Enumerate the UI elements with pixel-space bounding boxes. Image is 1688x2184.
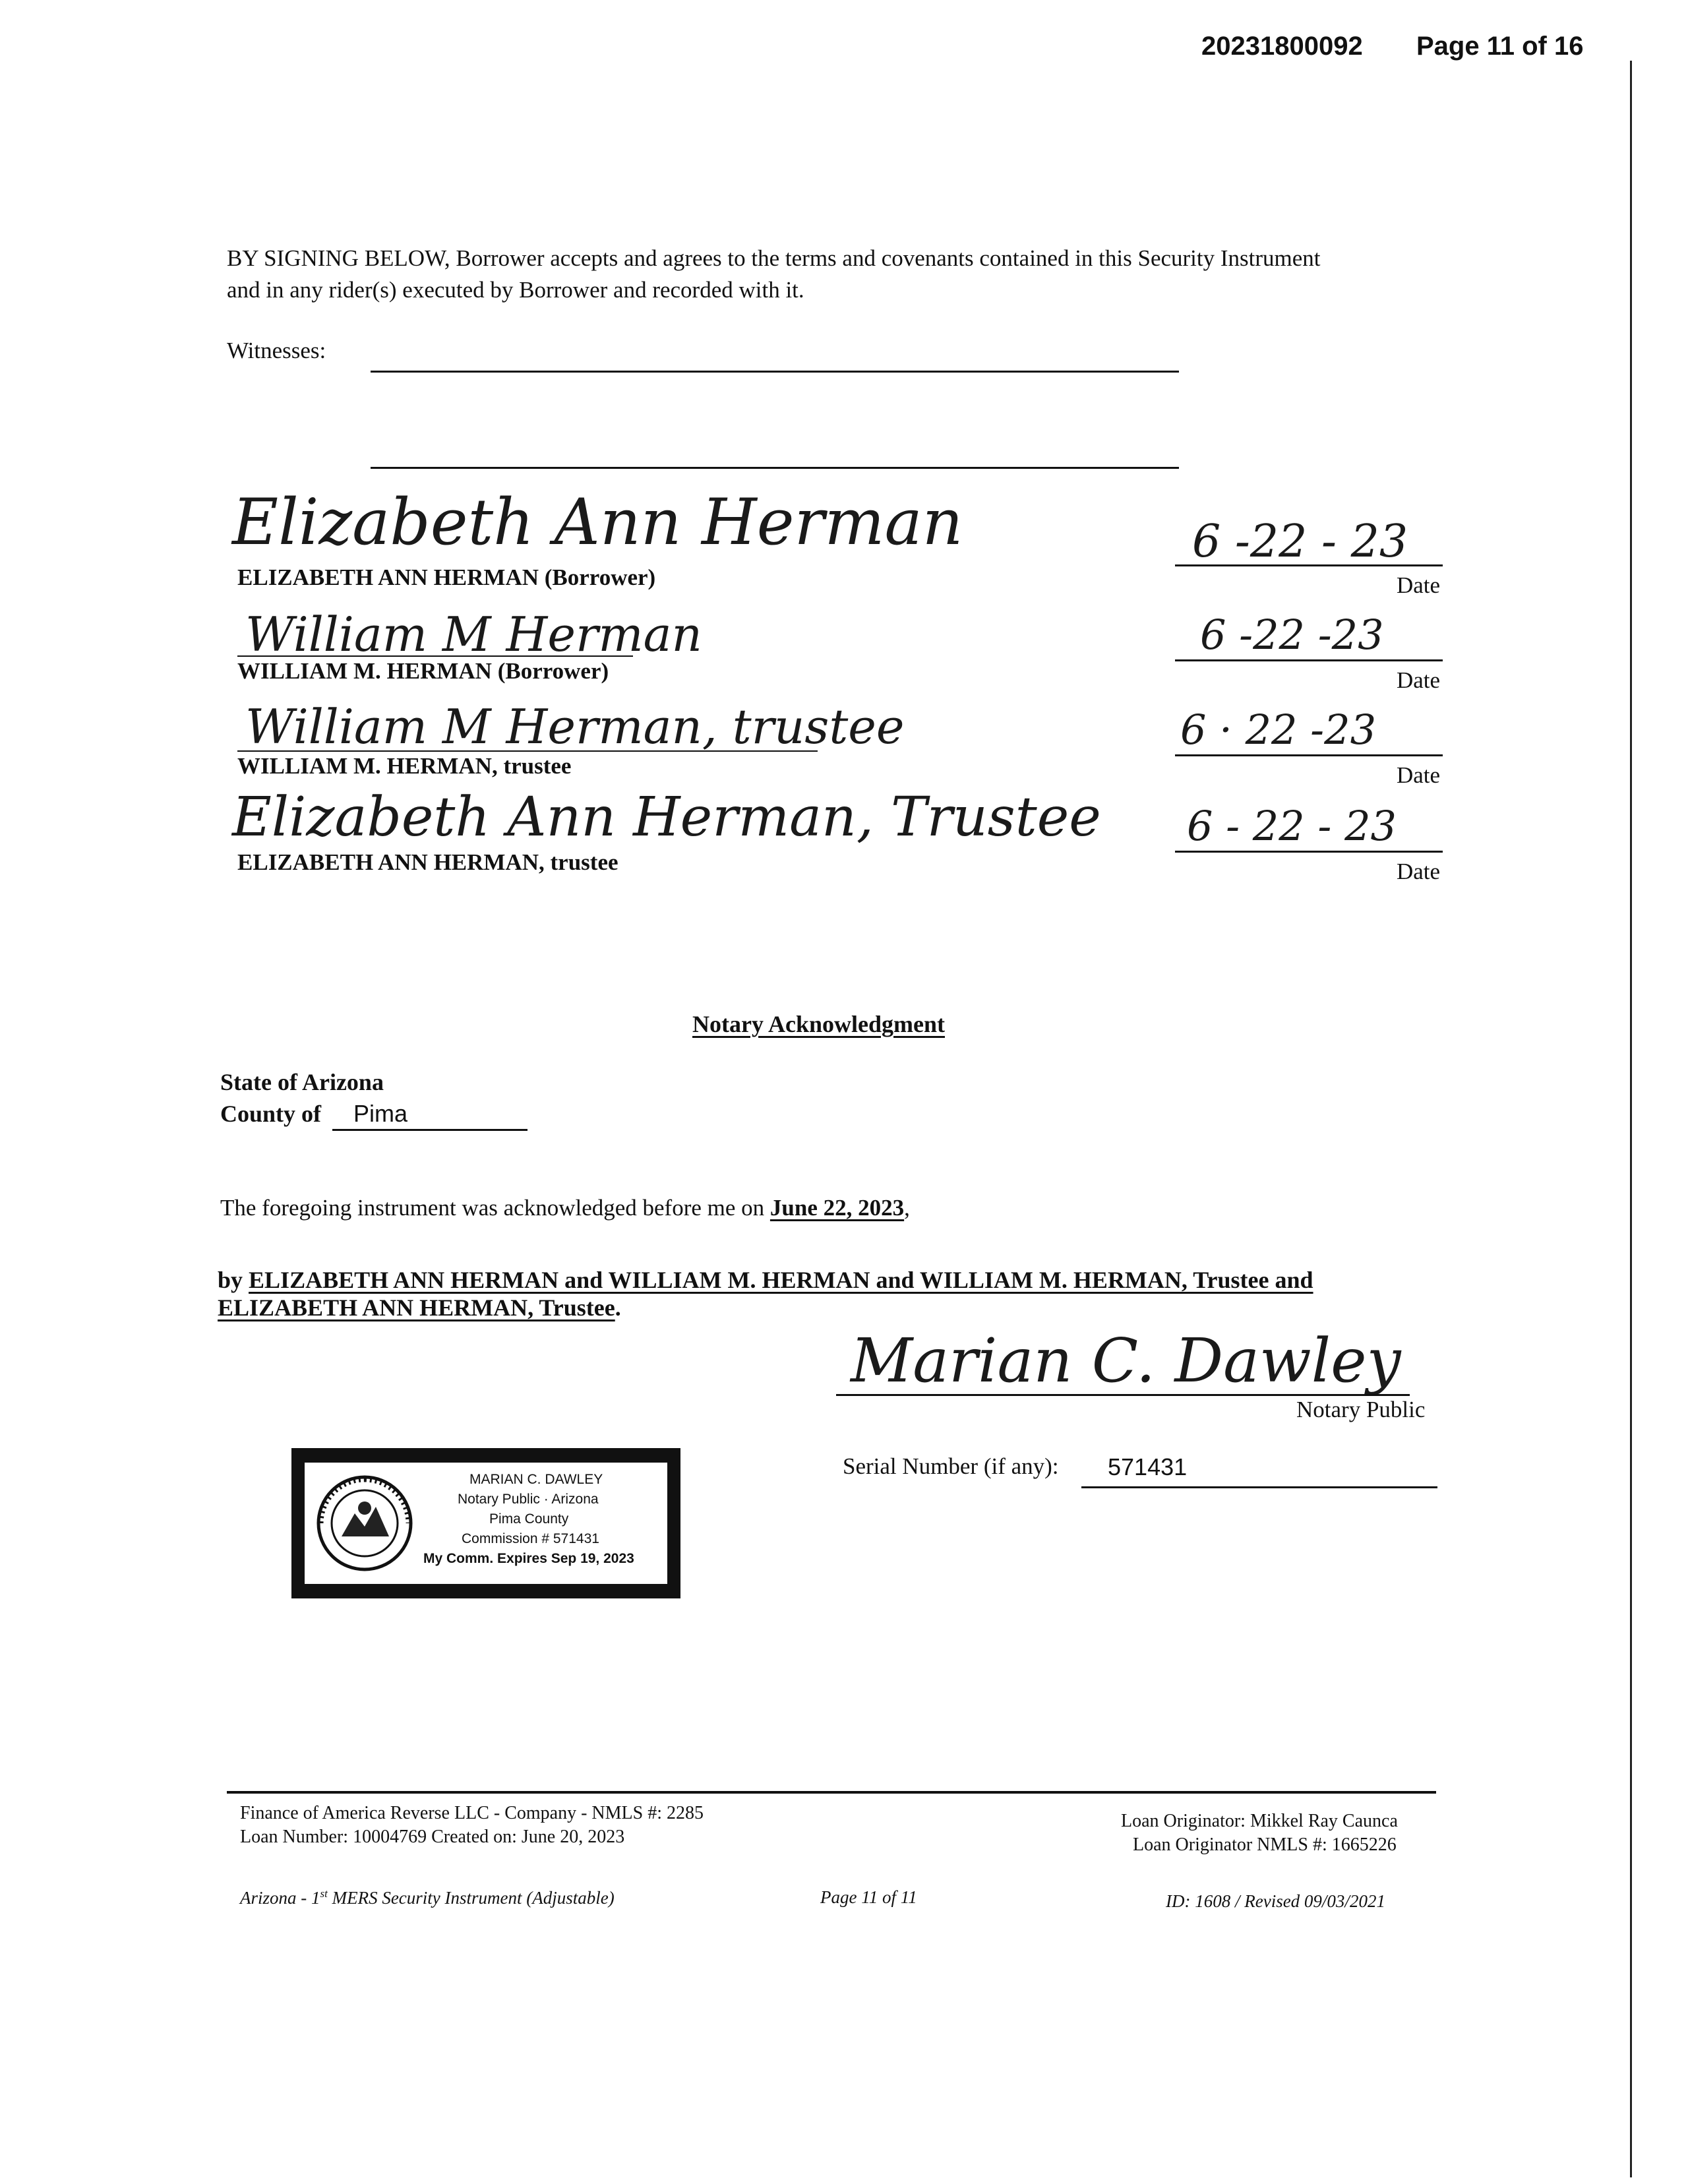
ack-by-word: by bbox=[218, 1267, 243, 1293]
notary-public-label: Notary Public bbox=[1296, 1397, 1426, 1422]
borrower-2-name: WILLIAM M. HERMAN (Borrower) bbox=[237, 658, 609, 684]
ack-parties-line-2: ELIZABETH ANN HERMAN, Trustee bbox=[218, 1294, 615, 1321]
footer-loan-number: Loan Number: 10004769 Created on: June 20, 2023 bbox=[240, 1827, 625, 1847]
trustee-2-date-handwritten: 6 - 22 - 23 bbox=[1187, 802, 1397, 850]
footer-form-id: ID: 1608 / Revised 09/03/2021 bbox=[1166, 1891, 1385, 1911]
document-number: 20231800092 bbox=[1201, 32, 1363, 61]
trustee-2-date-label: Date bbox=[1397, 859, 1441, 884]
borrower-2-date-label: Date bbox=[1397, 667, 1441, 693]
witnesses-label: Witnesses: bbox=[227, 338, 326, 363]
witness-line-2 bbox=[371, 467, 1179, 469]
page-edge-line bbox=[1630, 61, 1632, 2177]
borrower-1-signature: Elizabeth Ann Herman bbox=[232, 485, 963, 559]
borrower-1-name: ELIZABETH ANN HERMAN (Borrower) bbox=[237, 564, 656, 590]
borrower-1-date-line bbox=[1175, 564, 1443, 566]
ack-sentence bbox=[220, 1195, 910, 1221]
ack-by-line-1 bbox=[218, 1266, 1313, 1294]
intro-line-2: and in any rider(s) executed by Borrower and recorded with it. bbox=[227, 277, 804, 303]
borrower-2-date-line bbox=[1175, 659, 1443, 661]
notary-signature: Marian C. Dawley bbox=[851, 1325, 1401, 1396]
footer-form-prefix: Arizona - 1 bbox=[240, 1888, 320, 1908]
serial-number-label: Serial Number (if any): bbox=[843, 1453, 1059, 1479]
ack-text: The foregoing instrument was acknowledged before me on bbox=[220, 1195, 765, 1221]
borrower-1-date-handwritten: 6 -22 - 23 bbox=[1192, 516, 1408, 568]
trustee-1-date-label: Date bbox=[1397, 762, 1441, 788]
ack-parties-line-1: ELIZABETH ANN HERMAN and WILLIAM M. HERMAN and WILLIAM M. HERMAN, Trustee and bbox=[249, 1267, 1313, 1293]
notary-title: Notary Acknowledgment bbox=[692, 1011, 945, 1037]
footer-rule bbox=[227, 1791, 1436, 1794]
ack-date: June 22, 2023 bbox=[769, 1195, 905, 1221]
notary-signature-line bbox=[836, 1394, 1410, 1396]
witness-line-1 bbox=[371, 371, 1179, 373]
footer-form-sup: st bbox=[320, 1887, 328, 1900]
footer-originator: Loan Originator: Mikkel Ray Caunca bbox=[1121, 1811, 1398, 1831]
seal-line-3: Pima County bbox=[489, 1511, 569, 1527]
ack-period: . bbox=[615, 1294, 621, 1321]
trustee-2-date-line bbox=[1175, 851, 1443, 853]
notary-county-value: Pima bbox=[353, 1100, 408, 1127]
serial-number-value: 571431 bbox=[1108, 1453, 1188, 1480]
footer-form-suffix: MERS Security Instrument (Adjustable) bbox=[327, 1888, 615, 1908]
intro-line-1: BY SIGNING BELOW, Borrower accepts and agrees to the terms and covenants contained in this Security Instrument bbox=[227, 245, 1321, 271]
page-label: Page 11 of 16 bbox=[1416, 32, 1584, 61]
borrower-1-date-label: Date bbox=[1397, 572, 1441, 598]
ack-by-line-2 bbox=[218, 1294, 621, 1321]
footer-company: Finance of America Reverse LLC - Company - NMLS #: 2285 bbox=[240, 1803, 704, 1823]
notary-state: State of Arizona bbox=[220, 1069, 384, 1095]
borrower-2-signature: William M Herman bbox=[245, 607, 702, 662]
ack-comma: , bbox=[904, 1195, 910, 1221]
trustee-1-signature-line bbox=[237, 750, 818, 752]
seal-line-1: MARIAN C. DAWLEY bbox=[469, 1472, 603, 1487]
footer-originator-nmls: Loan Originator NMLS #: 1665226 bbox=[1133, 1835, 1397, 1855]
footer-page: Page 11 of 11 bbox=[820, 1887, 917, 1907]
trustee-1-name: WILLIAM M. HERMAN, trustee bbox=[237, 753, 572, 779]
state-seal-icon bbox=[315, 1474, 414, 1573]
borrower-2-date-handwritten: 6 -22 -23 bbox=[1200, 611, 1384, 659]
seal-line-4: Commission # 571431 bbox=[462, 1531, 599, 1546]
trustee-1-signature: William M Herman, trustee bbox=[245, 699, 905, 754]
trustee-2-signature: Elizabeth Ann Herman, Trustee bbox=[232, 786, 1101, 849]
stamp-inner-panel bbox=[305, 1463, 667, 1584]
footer-form-name bbox=[240, 1887, 615, 1908]
trustee-1-date-line bbox=[1175, 754, 1443, 756]
seal-line-2: Notary Public · Arizona bbox=[458, 1492, 599, 1507]
seal-line-5: My Comm. Expires Sep 19, 2023 bbox=[423, 1551, 634, 1566]
notary-county-label: County of bbox=[220, 1101, 322, 1127]
borrower-2-signature-line bbox=[237, 655, 633, 657]
trustee-2-name: ELIZABETH ANN HERMAN, trustee bbox=[237, 849, 618, 875]
county-underline bbox=[332, 1129, 528, 1131]
notary-seal-stamp bbox=[291, 1448, 680, 1598]
trustee-1-date-handwritten: 6 · 22 -23 bbox=[1180, 706, 1377, 754]
serial-number-line bbox=[1081, 1486, 1437, 1488]
